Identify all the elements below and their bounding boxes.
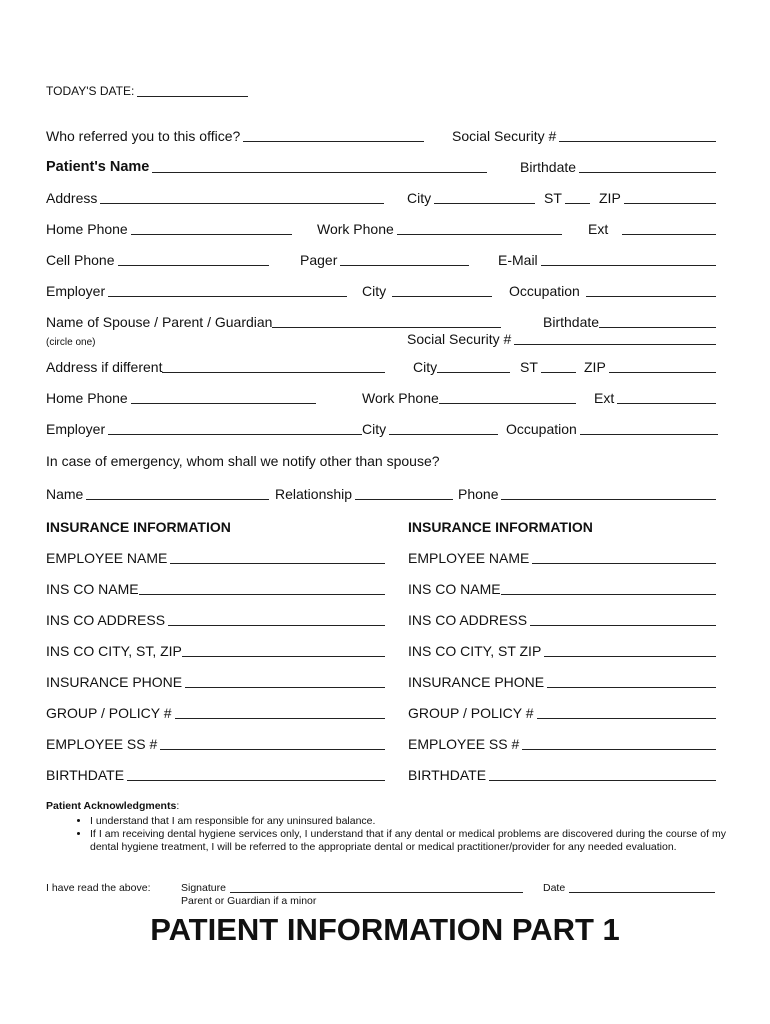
insurance-heading-secondary — [408, 518, 593, 536]
emergency-name-label: Name — [46, 486, 84, 502]
spouse-occupation-label: Occupation — [506, 421, 577, 437]
patient-name-row — [46, 158, 718, 180]
primary-employee-ss-label: EMPLOYEE SS # — [46, 736, 158, 752]
signature-label: Signature — [181, 882, 226, 894]
spouse-social-security-label: Social Security # — [407, 331, 512, 347]
spouse-home-phone-label: Home Phone — [46, 390, 128, 406]
patient-address-field[interactable] — [46, 189, 384, 207]
emergency-relationship-field[interactable] — [275, 485, 453, 503]
insurance-birthdate-row — [46, 766, 718, 788]
patient-acknowledgments — [46, 800, 726, 854]
patient-birthdate-field[interactable] — [520, 158, 716, 176]
emergency-name-field[interactable] — [46, 485, 269, 503]
patient-zip-field[interactable] — [599, 189, 716, 207]
patient-zip-label: ZIP — [599, 190, 621, 206]
patient-work-phone-label: Work Phone — [317, 221, 394, 237]
patient-st-label: ST — [544, 190, 562, 206]
primary-ins-co-name-field[interactable] — [46, 580, 385, 598]
secondary-employee-name-field[interactable] — [408, 549, 716, 567]
date-label: Date — [543, 882, 566, 894]
primary-birthdate-label: BIRTHDATE — [46, 767, 125, 783]
spouse-employer-city-field[interactable] — [362, 420, 498, 438]
insurance-co-city-row — [46, 642, 718, 664]
acknowledgment-item: • I understand that I am responsible for any uninsured balance. — [90, 815, 726, 828]
guardian-note: Parent or Guardian if a minor — [181, 895, 317, 907]
spouse-address-row — [46, 358, 718, 380]
secondary-ins-co-address-label: INS CO ADDRESS — [408, 612, 528, 628]
primary-employee-name-label: EMPLOYEE NAME — [46, 550, 168, 566]
secondary-insurance-phone-field[interactable] — [408, 673, 716, 691]
date-field[interactable] — [543, 882, 715, 895]
secondary-insurance-phone-label: INSURANCE PHONE — [408, 674, 545, 690]
emergency-phone-label: Phone — [458, 486, 499, 502]
insurance-co-address-row — [46, 611, 718, 633]
secondary-ins-co-address-field[interactable] — [408, 611, 716, 629]
circle-one-label: (circle one) — [46, 337, 96, 348]
todays-date-field[interactable] — [46, 82, 248, 100]
secondary-employee-ss-field[interactable] — [408, 735, 716, 753]
spouse-occupation-field[interactable] — [506, 420, 718, 438]
primary-group-policy-label: GROUP / POLICY # — [46, 705, 172, 721]
emergency-question-row — [46, 452, 718, 474]
who-referred-label: Who referred you to this office? — [46, 128, 241, 144]
patient-pager-label: Pager — [300, 252, 338, 268]
acknowledgment-item: • If I am receiving dental hygiene services only, I understand that if any dental or medical problems are discovered during the course of my dental hygiene treatment, I will be referred to the appropriate dental or medical practitioner/provider for any needed evaluation. — [90, 828, 726, 854]
patient-cell-phone-label: Cell Phone — [46, 252, 115, 268]
read-above-label: I have read the above: — [46, 882, 151, 894]
spouse-employer-label: Employer — [46, 421, 106, 437]
spouse-ext-label: Ext — [594, 390, 615, 406]
primary-group-policy-field[interactable] — [46, 704, 385, 722]
patient-ext-field[interactable] — [588, 220, 716, 238]
patient-city-label: City — [407, 190, 432, 206]
insurance-employee-name-row — [46, 549, 718, 571]
signature-field[interactable] — [181, 882, 523, 908]
spouse-birthdate-label: Birthdate — [543, 314, 600, 330]
insurance-heading-row — [46, 518, 718, 540]
patient-pager-field[interactable] — [300, 251, 469, 269]
spouse-zip-field[interactable] — [584, 358, 716, 376]
spouse-home-phone-field[interactable] — [46, 389, 316, 407]
primary-ins-co-address-field[interactable] — [46, 611, 385, 629]
patient-home-phone-field[interactable] — [46, 220, 292, 238]
spouse-st-label: ST — [520, 359, 538, 375]
primary-ins-co-name-label: INS CO NAME — [46, 581, 139, 597]
spouse-address-field[interactable] — [46, 358, 385, 376]
insurance-heading-secondary-label: INSURANCE INFORMATION — [408, 519, 593, 535]
primary-employee-ss-field[interactable] — [46, 735, 385, 753]
spouse-zip-label: ZIP — [584, 359, 606, 375]
secondary-ins-co-name-field[interactable] — [408, 580, 716, 598]
spouse-ss-row — [46, 330, 718, 352]
circle-one-note — [46, 334, 95, 352]
secondary-group-policy-field[interactable] — [408, 704, 716, 722]
secondary-group-policy-label: GROUP / POLICY # — [408, 705, 534, 721]
spouse-employer-city-label: City — [362, 421, 387, 437]
primary-insurance-phone-field[interactable] — [46, 673, 385, 691]
patient-employer-city-label: City — [362, 283, 387, 299]
spouse-st-field[interactable] — [520, 358, 576, 376]
patient-st-field[interactable] — [544, 189, 590, 207]
secondary-birthdate-field[interactable] — [408, 766, 716, 784]
emergency-question — [46, 452, 440, 470]
secondary-employee-name-label: EMPLOYEE NAME — [408, 550, 530, 566]
patient-employer-city-field[interactable] — [362, 282, 492, 300]
emergency-phone-field[interactable] — [458, 485, 716, 503]
spouse-work-phone-field[interactable] — [362, 389, 576, 407]
patient-phone-row — [46, 220, 718, 242]
patient-home-phone-label: Home Phone — [46, 221, 128, 237]
primary-ins-co-city-label: INS CO CITY, ST, ZIP — [46, 643, 182, 659]
spouse-phone-row — [46, 389, 718, 411]
patient-email-label: E-Mail — [498, 252, 538, 268]
spouse-name-field[interactable] — [46, 313, 501, 331]
primary-ins-co-city-field[interactable] — [46, 642, 385, 660]
referral-row — [46, 127, 718, 149]
secondary-employee-ss-label: EMPLOYEE SS # — [408, 736, 520, 752]
spouse-name-label: Name of Spouse / Parent / Guardian — [46, 314, 273, 330]
patient-ext-label: Ext — [588, 221, 609, 237]
spouse-birthdate-field[interactable] — [543, 313, 716, 331]
insurance-group-policy-row — [46, 704, 718, 726]
secondary-ins-co-city-label: INS CO CITY, ST ZIP — [408, 643, 542, 659]
patient-employer-label: Employer — [46, 283, 106, 299]
insurance-heading-primary-label: INSURANCE INFORMATION — [46, 519, 231, 535]
insurance-heading-primary — [46, 518, 231, 536]
emergency-relationship-label: Relationship — [275, 486, 353, 502]
spouse-work-phone-label: Work Phone — [362, 390, 439, 406]
patient-cell-phone-field[interactable] — [46, 251, 269, 269]
social-security-label: Social Security # — [452, 128, 557, 144]
spouse-social-security-field[interactable] — [407, 330, 716, 348]
secondary-ins-co-city-field[interactable] — [408, 642, 716, 660]
page-title: PATIENT INFORMATION PART 1 — [150, 912, 620, 947]
patient-cell-row — [46, 251, 718, 273]
secondary-birthdate-label: BIRTHDATE — [408, 767, 487, 783]
spouse-city-field[interactable] — [413, 358, 510, 376]
acknowledgments-list — [46, 815, 726, 854]
insurance-co-name-row — [46, 580, 718, 602]
patient-employer-row — [46, 282, 718, 304]
insurance-employee-ss-row — [46, 735, 718, 757]
patient-email-field[interactable] — [498, 251, 716, 269]
primary-ins-co-address-label: INS CO ADDRESS — [46, 612, 166, 628]
todays-date-row — [46, 82, 718, 104]
patient-name-label: Patient's Name — [46, 159, 150, 175]
insurance-phone-row — [46, 673, 718, 695]
patient-occupation-field[interactable] — [509, 282, 716, 300]
patient-address-label: Address — [46, 190, 98, 206]
patient-city-field[interactable] — [407, 189, 535, 207]
who-referred-field[interactable] — [46, 127, 424, 145]
primary-employee-name-field[interactable] — [46, 549, 385, 567]
patient-address-row — [46, 189, 718, 211]
spouse-ext-field[interactable] — [594, 389, 716, 407]
patient-employer-field[interactable] — [46, 282, 347, 300]
patient-work-phone-field[interactable] — [317, 220, 562, 238]
emergency-contact-row — [46, 485, 718, 507]
patient-occupation-label: Occupation — [509, 283, 580, 299]
acknowledgments-heading: Patient Acknowledgments: — [46, 800, 180, 812]
patient-birthdate-label: Birthdate — [520, 159, 577, 175]
spouse-address-label: Address if different — [46, 359, 163, 375]
spouse-employer-row — [46, 420, 718, 442]
spouse-city-label: City — [413, 359, 438, 375]
primary-birthdate-field[interactable] — [46, 766, 385, 784]
acknowledgments-heading-label: Patient Acknowledgments — [46, 800, 177, 812]
patient-name-field[interactable] — [46, 158, 487, 176]
social-security-field[interactable] — [452, 127, 716, 145]
emergency-question-label: In case of emergency, whom shall we notify other than spouse? — [46, 453, 440, 469]
primary-insurance-phone-label: INSURANCE PHONE — [46, 674, 183, 690]
todays-date-label: TODAY'S DATE: — [46, 84, 135, 98]
spouse-employer-field[interactable] — [46, 420, 362, 438]
secondary-ins-co-name-label: INS CO NAME — [408, 581, 501, 597]
